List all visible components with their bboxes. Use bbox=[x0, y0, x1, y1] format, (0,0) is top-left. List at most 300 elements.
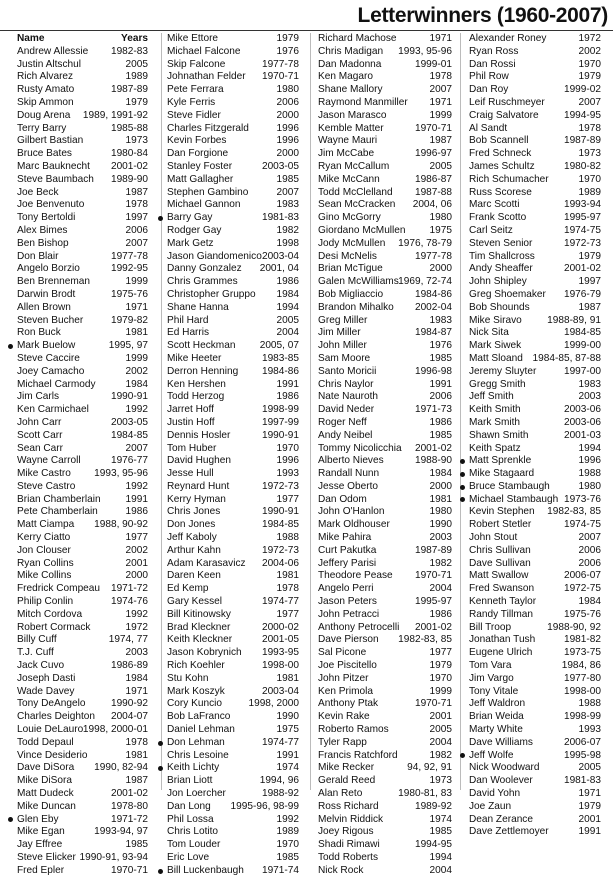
letterwinner-entry bbox=[469, 366, 601, 379]
letterwinner-entry bbox=[17, 660, 148, 673]
letterwinner-entry bbox=[318, 852, 452, 865]
letterwinner-years: 2004-07 bbox=[110, 711, 148, 723]
letterwinner-name: Santo Moricii bbox=[318, 365, 377, 377]
letterwinner-name: Joseph Dasti bbox=[17, 672, 76, 684]
letterwinner-entry bbox=[167, 737, 299, 750]
letterwinner-years: 1988-90, 92 bbox=[547, 621, 601, 633]
letterwinner-name: Jeffery Parisi bbox=[318, 557, 377, 569]
letterwinner-entry bbox=[469, 161, 601, 174]
letterwinner-years: 1970-71 bbox=[414, 122, 452, 134]
letterwinner-years: 1983-85 bbox=[261, 352, 299, 364]
letterwinner-years: 2001 bbox=[578, 813, 601, 825]
years-column-header: Years bbox=[121, 33, 148, 44]
letterwinner-years: 1992 bbox=[276, 813, 299, 825]
letterwinner-years: 1981-82 bbox=[563, 634, 601, 646]
letterwinner-years: 1990 bbox=[276, 711, 299, 723]
letterwinner-name: Ben Bishop bbox=[17, 237, 69, 249]
letterwinner-entry bbox=[167, 391, 299, 404]
letterwinner-years: 2000 bbox=[429, 480, 452, 492]
bullet-icon bbox=[158, 216, 163, 221]
letterwinner-years: 1984-87 bbox=[414, 327, 452, 339]
letterwinner-years: 1998-99 bbox=[563, 711, 601, 723]
letterwinner-years: 2000 bbox=[276, 148, 299, 160]
letterwinner-entry bbox=[469, 443, 601, 456]
letterwinner-years: 1987-89 bbox=[414, 544, 452, 556]
letterwinner-name: Brad Kleckner bbox=[167, 621, 231, 633]
letterwinner-entry bbox=[318, 135, 452, 148]
letterwinner-entry bbox=[469, 199, 601, 212]
letterwinner-entry bbox=[167, 698, 299, 711]
letterwinner-years: 1989-92 bbox=[414, 800, 452, 812]
letterwinner-name: Daniel Lehman bbox=[167, 724, 235, 736]
letterwinner-name: Mike Duncan bbox=[17, 800, 76, 812]
letterwinner-name: Carl Seitz bbox=[469, 224, 513, 236]
letterwinner-entry bbox=[17, 455, 148, 468]
letterwinner-years: 1972-73 bbox=[563, 237, 601, 249]
letterwinner-name: Kemble Matter bbox=[318, 122, 384, 134]
letterwinner-years: 2004 bbox=[429, 736, 452, 748]
letterwinner-name: Jeff Waldron bbox=[469, 698, 526, 710]
letterwinner-name: Ryan McCallum bbox=[318, 160, 390, 172]
letterwinner-years: 1983 bbox=[276, 199, 299, 211]
letterwinner-name: Ryan Ross bbox=[469, 45, 519, 57]
letterwinner-years: 1997-00 bbox=[563, 365, 601, 377]
letterwinner-entry bbox=[17, 391, 148, 404]
letterwinner-entry bbox=[469, 135, 601, 148]
letterwinner-name: Theodore Pease bbox=[318, 570, 393, 582]
bullet-icon bbox=[460, 459, 465, 464]
letterwinner-name: Richard Machose bbox=[318, 33, 397, 44]
letterwinner-name: Jason Giandomenico bbox=[167, 250, 262, 262]
letterwinner-years: 2001, 04 bbox=[259, 263, 299, 275]
letterwinner-entry bbox=[469, 148, 601, 161]
letterwinner-years: 1996 bbox=[276, 455, 299, 467]
letterwinner-name: Rusty Amato bbox=[17, 84, 75, 96]
letterwinner-entry bbox=[17, 353, 148, 366]
letterwinner-entry bbox=[318, 443, 452, 456]
letterwinner-years: 2004 bbox=[429, 583, 452, 595]
letterwinner-name: Jonathan Tush bbox=[469, 634, 536, 646]
letterwinner-name: Chris Sullivan bbox=[469, 544, 531, 556]
letterwinner-years: 1995-96, 98-99 bbox=[230, 800, 299, 812]
letterwinner-name: Ken Carmichael bbox=[17, 404, 89, 416]
letterwinner-years: 1979 bbox=[578, 800, 601, 812]
letterwinner-entry bbox=[469, 212, 601, 225]
letterwinner-name: Mike Pahira bbox=[318, 532, 372, 544]
letterwinner-years: 1977-78 bbox=[414, 250, 452, 262]
letterwinner-name: David Neder bbox=[318, 404, 375, 416]
letterwinner-years: 2005, 07 bbox=[259, 340, 299, 352]
letterwinner-entry bbox=[318, 379, 452, 392]
letterwinner-entry bbox=[469, 647, 601, 660]
letterwinner-entry bbox=[167, 289, 299, 302]
letterwinner-entry bbox=[17, 148, 148, 161]
letterwinner-entry bbox=[318, 596, 452, 609]
letterwinner-entry bbox=[17, 404, 148, 417]
letterwinner-years: 2005 bbox=[429, 724, 452, 736]
letterwinner-entry bbox=[167, 532, 299, 545]
letterwinner-entry bbox=[167, 724, 299, 737]
letterwinner-entry bbox=[167, 225, 299, 238]
letterwinner-name: Mark Siwek bbox=[469, 340, 522, 352]
letterwinner-entry bbox=[167, 634, 299, 647]
letterwinner-name: Bob Scannell bbox=[469, 135, 529, 147]
letterwinner-name: Andrew Allessie bbox=[17, 45, 89, 57]
letterwinner-name: Mike Siravo bbox=[469, 314, 522, 326]
letterwinner-years: 1969, 72-74 bbox=[398, 276, 452, 288]
letterwinner-years: 1985-88 bbox=[110, 122, 148, 134]
letterwinner-years: 2001-02 bbox=[110, 788, 148, 800]
letterwinner-years: 1984-85 bbox=[110, 429, 148, 441]
letterwinner-entry bbox=[469, 532, 601, 545]
letterwinner-entry bbox=[318, 84, 452, 97]
letterwinner-years: 2003-05 bbox=[261, 160, 299, 172]
letterwinner-years: 2005 bbox=[578, 762, 601, 774]
letterwinner-years: 1982 bbox=[429, 749, 452, 761]
letterwinner-entry bbox=[318, 686, 452, 699]
letterwinner-name: Steven Senior bbox=[469, 237, 533, 249]
letterwinner-years: 1981 bbox=[125, 749, 148, 761]
letterwinner-entry bbox=[17, 519, 148, 532]
letterwinner-entry bbox=[167, 558, 299, 571]
letterwinner-name: John Carr bbox=[17, 416, 62, 428]
letterwinner-name: Shane Hanna bbox=[167, 301, 229, 313]
letterwinner-entry bbox=[167, 238, 299, 251]
letterwinner-years: 1977 bbox=[276, 493, 299, 505]
column-divider bbox=[460, 33, 461, 790]
letterwinner-entry bbox=[17, 443, 148, 456]
letterwinner-entry bbox=[469, 545, 601, 558]
letterwinner-entry bbox=[469, 468, 601, 481]
letterwinner-years: 1985 bbox=[429, 826, 452, 838]
letterwinner-years: 1987 bbox=[125, 775, 148, 787]
letterwinner-years: 2005 bbox=[429, 160, 452, 172]
letterwinner-name: Randall Nunn bbox=[318, 468, 380, 480]
letterwinner-entry bbox=[318, 340, 452, 353]
letterwinner-years: 1986 bbox=[125, 506, 148, 518]
letterwinner-entry bbox=[167, 801, 299, 814]
letterwinner-years: 2003 bbox=[578, 391, 601, 403]
letterwinner-years: 1982-83, 85 bbox=[547, 506, 601, 518]
letterwinner-years: 2005 bbox=[125, 58, 148, 70]
letterwinner-name: Matt Sloand bbox=[469, 352, 523, 364]
letterwinner-years: 2001-02 bbox=[414, 442, 452, 454]
letterwinner-entry bbox=[17, 327, 148, 340]
letterwinner-name: Marc Scotti bbox=[469, 199, 520, 211]
letterwinner-years: 1977-78 bbox=[110, 250, 148, 262]
letterwinner-name: Stephen Gambino bbox=[167, 186, 249, 198]
bullet-icon bbox=[158, 869, 163, 874]
letterwinner-name: Mark Getz bbox=[167, 237, 214, 249]
letterwinner-entry bbox=[318, 724, 452, 737]
letterwinner-name: Steve Fidler bbox=[167, 109, 221, 121]
letterwinner-name: Bruce Bates bbox=[17, 148, 72, 160]
letterwinner-name: Kenneth Taylor bbox=[469, 596, 537, 608]
letterwinner-name: Greg Miller bbox=[318, 314, 368, 326]
letterwinner-entry bbox=[469, 84, 601, 97]
letterwinner-years: 1988, 90-92 bbox=[94, 519, 148, 531]
letterwinner-name: Alexander Roney bbox=[469, 33, 547, 44]
letterwinner-years: 2006 bbox=[578, 544, 601, 556]
letterwinner-years: 1972-75 bbox=[563, 583, 601, 595]
letterwinner-years: 1996-97 bbox=[414, 148, 452, 160]
letterwinner-years: 1984 bbox=[276, 288, 299, 300]
letterwinner-years: 2006 bbox=[578, 557, 601, 569]
letterwinner-name: Fred Schneck bbox=[469, 148, 532, 160]
letterwinner-entry bbox=[318, 839, 452, 852]
letterwinner-entry bbox=[167, 443, 299, 456]
letterwinner-entry bbox=[17, 737, 148, 750]
letterwinner-entry bbox=[17, 609, 148, 622]
letterwinner-name: Michael Stambaugh bbox=[469, 493, 559, 505]
letterwinner-name: Jim McCabe bbox=[318, 148, 375, 160]
letterwinner-years: 1981 bbox=[429, 493, 452, 505]
letterwinner-entry bbox=[318, 391, 452, 404]
letterwinner-years: 1975-76 bbox=[563, 608, 601, 620]
letterwinner-years: 1976 bbox=[429, 340, 452, 352]
letterwinner-entry bbox=[318, 366, 452, 379]
letterwinner-name: Christopher Gruppo bbox=[167, 288, 256, 300]
letterwinner-years: 1972-73 bbox=[261, 544, 299, 556]
letterwinner-entry bbox=[17, 865, 148, 878]
letterwinner-name: Cory Kuncio bbox=[167, 698, 222, 710]
letterwinner-years: 1985 bbox=[276, 173, 299, 185]
letterwinner-name: Johnathan Felder bbox=[167, 71, 246, 83]
letterwinner-years: 2006 bbox=[276, 96, 299, 108]
letterwinner-entry bbox=[469, 391, 601, 404]
letterwinner-name: Jeff Kaboly bbox=[167, 532, 217, 544]
letterwinner-years: 1993-95 bbox=[261, 647, 299, 659]
letterwinner-name: Mark Oldhouser bbox=[318, 519, 390, 531]
letterwinner-years: 1986 bbox=[429, 416, 452, 428]
letterwinner-years: 1994 bbox=[276, 301, 299, 313]
letterwinner-name: T.J. Cuff bbox=[17, 647, 54, 659]
letterwinner-years: 1985 bbox=[429, 429, 452, 441]
letterwinner-years: 1973 bbox=[578, 148, 601, 160]
letterwinner-entry bbox=[17, 379, 148, 392]
letterwinner-years: 1980 bbox=[429, 506, 452, 518]
letterwinner-name: David Yohn bbox=[469, 788, 521, 800]
letterwinner-entry bbox=[318, 481, 452, 494]
column-4 bbox=[469, 33, 601, 839]
letterwinner-entry bbox=[167, 84, 299, 97]
letterwinner-entry bbox=[17, 481, 148, 494]
letterwinner-entry bbox=[167, 686, 299, 699]
letterwinner-years: 2001 bbox=[125, 557, 148, 569]
letterwinner-years: 1989 bbox=[125, 71, 148, 83]
letterwinner-years: 2000-02 bbox=[261, 621, 299, 633]
letterwinner-years: 1976 bbox=[276, 45, 299, 57]
letterwinner-years: 1977 bbox=[276, 608, 299, 620]
letterwinner-entry bbox=[167, 187, 299, 200]
letterwinner-years: 1971 bbox=[578, 788, 601, 800]
letterwinner-name: Todd Roberts bbox=[318, 852, 379, 863]
letterwinner-years: 1989-90 bbox=[110, 173, 148, 185]
letterwinner-years: 1987-89 bbox=[110, 84, 148, 96]
letterwinner-name: Andy Sheaffer bbox=[469, 263, 533, 275]
letterwinner-name: Brian Weida bbox=[469, 711, 524, 723]
letterwinner-years: 1998, 2000 bbox=[248, 698, 299, 710]
letterwinner-years: 1987 bbox=[578, 301, 601, 313]
letterwinner-years: 1999-01 bbox=[414, 58, 452, 70]
letterwinner-years: 1988 bbox=[276, 532, 299, 544]
letterwinner-years: 2003-06 bbox=[563, 416, 601, 428]
letterwinner-years: 2004, 06 bbox=[412, 199, 452, 211]
letterwinner-entry bbox=[17, 686, 148, 699]
letterwinner-entry bbox=[469, 660, 601, 673]
letterwinner-years: 2001-05 bbox=[261, 634, 299, 646]
letterwinner-entry bbox=[318, 123, 452, 136]
letterwinner-entry bbox=[167, 276, 299, 289]
letterwinner-years: 1993, 95-96 bbox=[94, 468, 148, 480]
letterwinner-entry bbox=[167, 315, 299, 328]
letterwinner-years: 2001-03 bbox=[563, 429, 601, 441]
letterwinner-years: 1986-89 bbox=[110, 660, 148, 672]
letterwinner-years: 1982 bbox=[276, 224, 299, 236]
letterwinner-name: Barry Gay bbox=[167, 212, 213, 224]
letterwinner-years: 1971-72 bbox=[110, 813, 148, 825]
bullet-icon bbox=[8, 344, 13, 349]
letterwinner-name: Tim Shallcross bbox=[469, 250, 535, 262]
letterwinner-name: Dan Odom bbox=[318, 493, 367, 505]
letterwinner-name: Darwin Brodt bbox=[17, 288, 76, 300]
letterwinner-entry bbox=[469, 33, 601, 46]
letterwinner-entry bbox=[469, 481, 601, 494]
letterwinner-name: John Shipley bbox=[469, 276, 527, 288]
letterwinner-entry bbox=[469, 59, 601, 72]
letterwinner-years: 1986 bbox=[429, 608, 452, 620]
letterwinner-name: Frank Scotto bbox=[469, 212, 527, 224]
letterwinner-name: Dan Woolever bbox=[469, 775, 533, 787]
letterwinner-name: Chris Jones bbox=[167, 506, 221, 518]
letterwinner-years: 1990-91 bbox=[261, 506, 299, 518]
letterwinner-name: Nick Woodward bbox=[469, 762, 540, 774]
letterwinner-name: Sam Moore bbox=[318, 352, 371, 364]
bullet-icon bbox=[460, 753, 465, 758]
letterwinner-entry bbox=[469, 417, 601, 430]
letterwinner-name: Billy Cuff bbox=[17, 634, 57, 646]
letterwinner-entry bbox=[17, 417, 148, 430]
letterwinner-years: 1984 bbox=[125, 378, 148, 390]
letterwinner-name: Anthony Ptak bbox=[318, 698, 379, 710]
letterwinner-name: Andy Neibel bbox=[318, 429, 373, 441]
letterwinner-entry bbox=[469, 123, 601, 136]
letterwinner-years: 1974-77 bbox=[261, 596, 299, 608]
letterwinner-years: 1975 bbox=[429, 224, 452, 236]
letterwinner-years: 1978 bbox=[125, 199, 148, 211]
letterwinner-name: Alex Bimes bbox=[17, 224, 68, 236]
letterwinner-name: Ken Hershen bbox=[167, 378, 226, 390]
letterwinner-entry bbox=[17, 762, 148, 775]
letterwinner-entry bbox=[469, 622, 601, 635]
letterwinner-entry bbox=[17, 302, 148, 315]
letterwinner-entry bbox=[318, 750, 452, 763]
letterwinner-years: 1995-97 bbox=[414, 596, 452, 608]
letterwinner-years: 1977 bbox=[429, 647, 452, 659]
letterwinner-name: Terry Barry bbox=[17, 122, 67, 134]
letterwinner-name: Skip Ammon bbox=[17, 96, 74, 108]
letterwinner-entry bbox=[469, 238, 601, 251]
letterwinner-name: Galen McWilliams bbox=[318, 276, 399, 288]
letterwinner-years: 1987-88 bbox=[414, 186, 452, 198]
letterwinner-years: 1998, 2000-01 bbox=[82, 724, 148, 736]
letterwinner-name: Matt Ciampa bbox=[17, 519, 75, 531]
letterwinner-entry bbox=[318, 110, 452, 123]
letterwinner-years: 2000 bbox=[125, 570, 148, 582]
letterwinner-years: 2003-04 bbox=[261, 685, 299, 697]
letterwinner-name: Mike Stagaard bbox=[469, 468, 535, 480]
letterwinner-years: 1991 bbox=[429, 378, 452, 390]
column-3 bbox=[318, 33, 452, 878]
letterwinner-years: 1971 bbox=[429, 96, 452, 108]
letterwinner-entry bbox=[167, 404, 299, 417]
letterwinner-name: Sal Picone bbox=[318, 647, 367, 659]
letterwinner-entry bbox=[469, 673, 601, 686]
letterwinner-name: Bill Troop bbox=[469, 621, 512, 633]
letterwinner-name: Leif Ruschmeyer bbox=[469, 96, 545, 108]
letterwinner-years: 1984 bbox=[429, 468, 452, 480]
letterwinner-name: Kevin Forbes bbox=[167, 135, 227, 147]
letterwinner-name: Melvin Riddick bbox=[318, 813, 384, 825]
letterwinner-years: 1980-84 bbox=[110, 148, 148, 160]
letterwinner-years: 1982 bbox=[429, 557, 452, 569]
letterwinner-name: Roberto Ramos bbox=[318, 724, 389, 736]
letterwinner-entry bbox=[17, 199, 148, 212]
letterwinner-entry bbox=[469, 340, 601, 353]
letterwinner-name: Derron Henning bbox=[167, 365, 239, 377]
letterwinner-years: 1984 bbox=[578, 596, 601, 608]
list-header-row bbox=[17, 33, 148, 46]
letterwinner-name: Philip Conlin bbox=[17, 596, 74, 608]
letterwinner-name: Jon Clouser bbox=[17, 544, 71, 556]
letterwinner-name: Jason Kobrynich bbox=[167, 647, 242, 659]
letterwinner-name: Curt Pakutka bbox=[318, 544, 377, 556]
letterwinner-years: 1989 bbox=[578, 186, 601, 198]
letterwinner-years: 1980 bbox=[429, 212, 452, 224]
letterwinner-years: 1996 bbox=[578, 455, 601, 467]
letterwinner-entry bbox=[469, 686, 601, 699]
letterwinner-name: Skip Falcone bbox=[167, 58, 226, 70]
letterwinner-entry bbox=[167, 123, 299, 136]
letterwinner-years: 1996 bbox=[276, 135, 299, 147]
letterwinner-entry bbox=[469, 110, 601, 123]
letterwinner-name: Jarret Hoff bbox=[167, 404, 214, 416]
letterwinner-name: Tony Vitale bbox=[469, 685, 519, 697]
letterwinner-entry bbox=[469, 97, 601, 110]
letterwinner-years: 1977-78 bbox=[261, 58, 299, 70]
letterwinner-entry bbox=[167, 327, 299, 340]
letterwinner-name: Wayne Mauri bbox=[318, 135, 378, 147]
letterwinner-name: Robert Cormack bbox=[17, 621, 91, 633]
letterwinner-entry bbox=[17, 801, 148, 814]
letterwinner-years: 1988 bbox=[578, 698, 601, 710]
letterwinner-name: Gary Kessel bbox=[167, 596, 222, 608]
letterwinner-entry bbox=[17, 698, 148, 711]
letterwinner-entry bbox=[318, 199, 452, 212]
letterwinner-entry bbox=[318, 468, 452, 481]
letterwinner-entry bbox=[167, 468, 299, 481]
letterwinner-entry bbox=[167, 865, 299, 878]
letterwinner-years: 1970 bbox=[578, 58, 601, 70]
letterwinner-name: Dave Zettlemoyer bbox=[469, 826, 549, 838]
letterwinner-name: Mike Egan bbox=[17, 826, 65, 838]
letterwinner-name: Jack Cuvo bbox=[17, 660, 65, 672]
letterwinner-years: 1978 bbox=[276, 583, 299, 595]
letterwinner-name: Steven Bucher bbox=[17, 314, 84, 326]
letterwinner-years: 1992 bbox=[125, 608, 148, 620]
letterwinner-entry bbox=[17, 814, 148, 827]
column-divider bbox=[310, 33, 311, 790]
